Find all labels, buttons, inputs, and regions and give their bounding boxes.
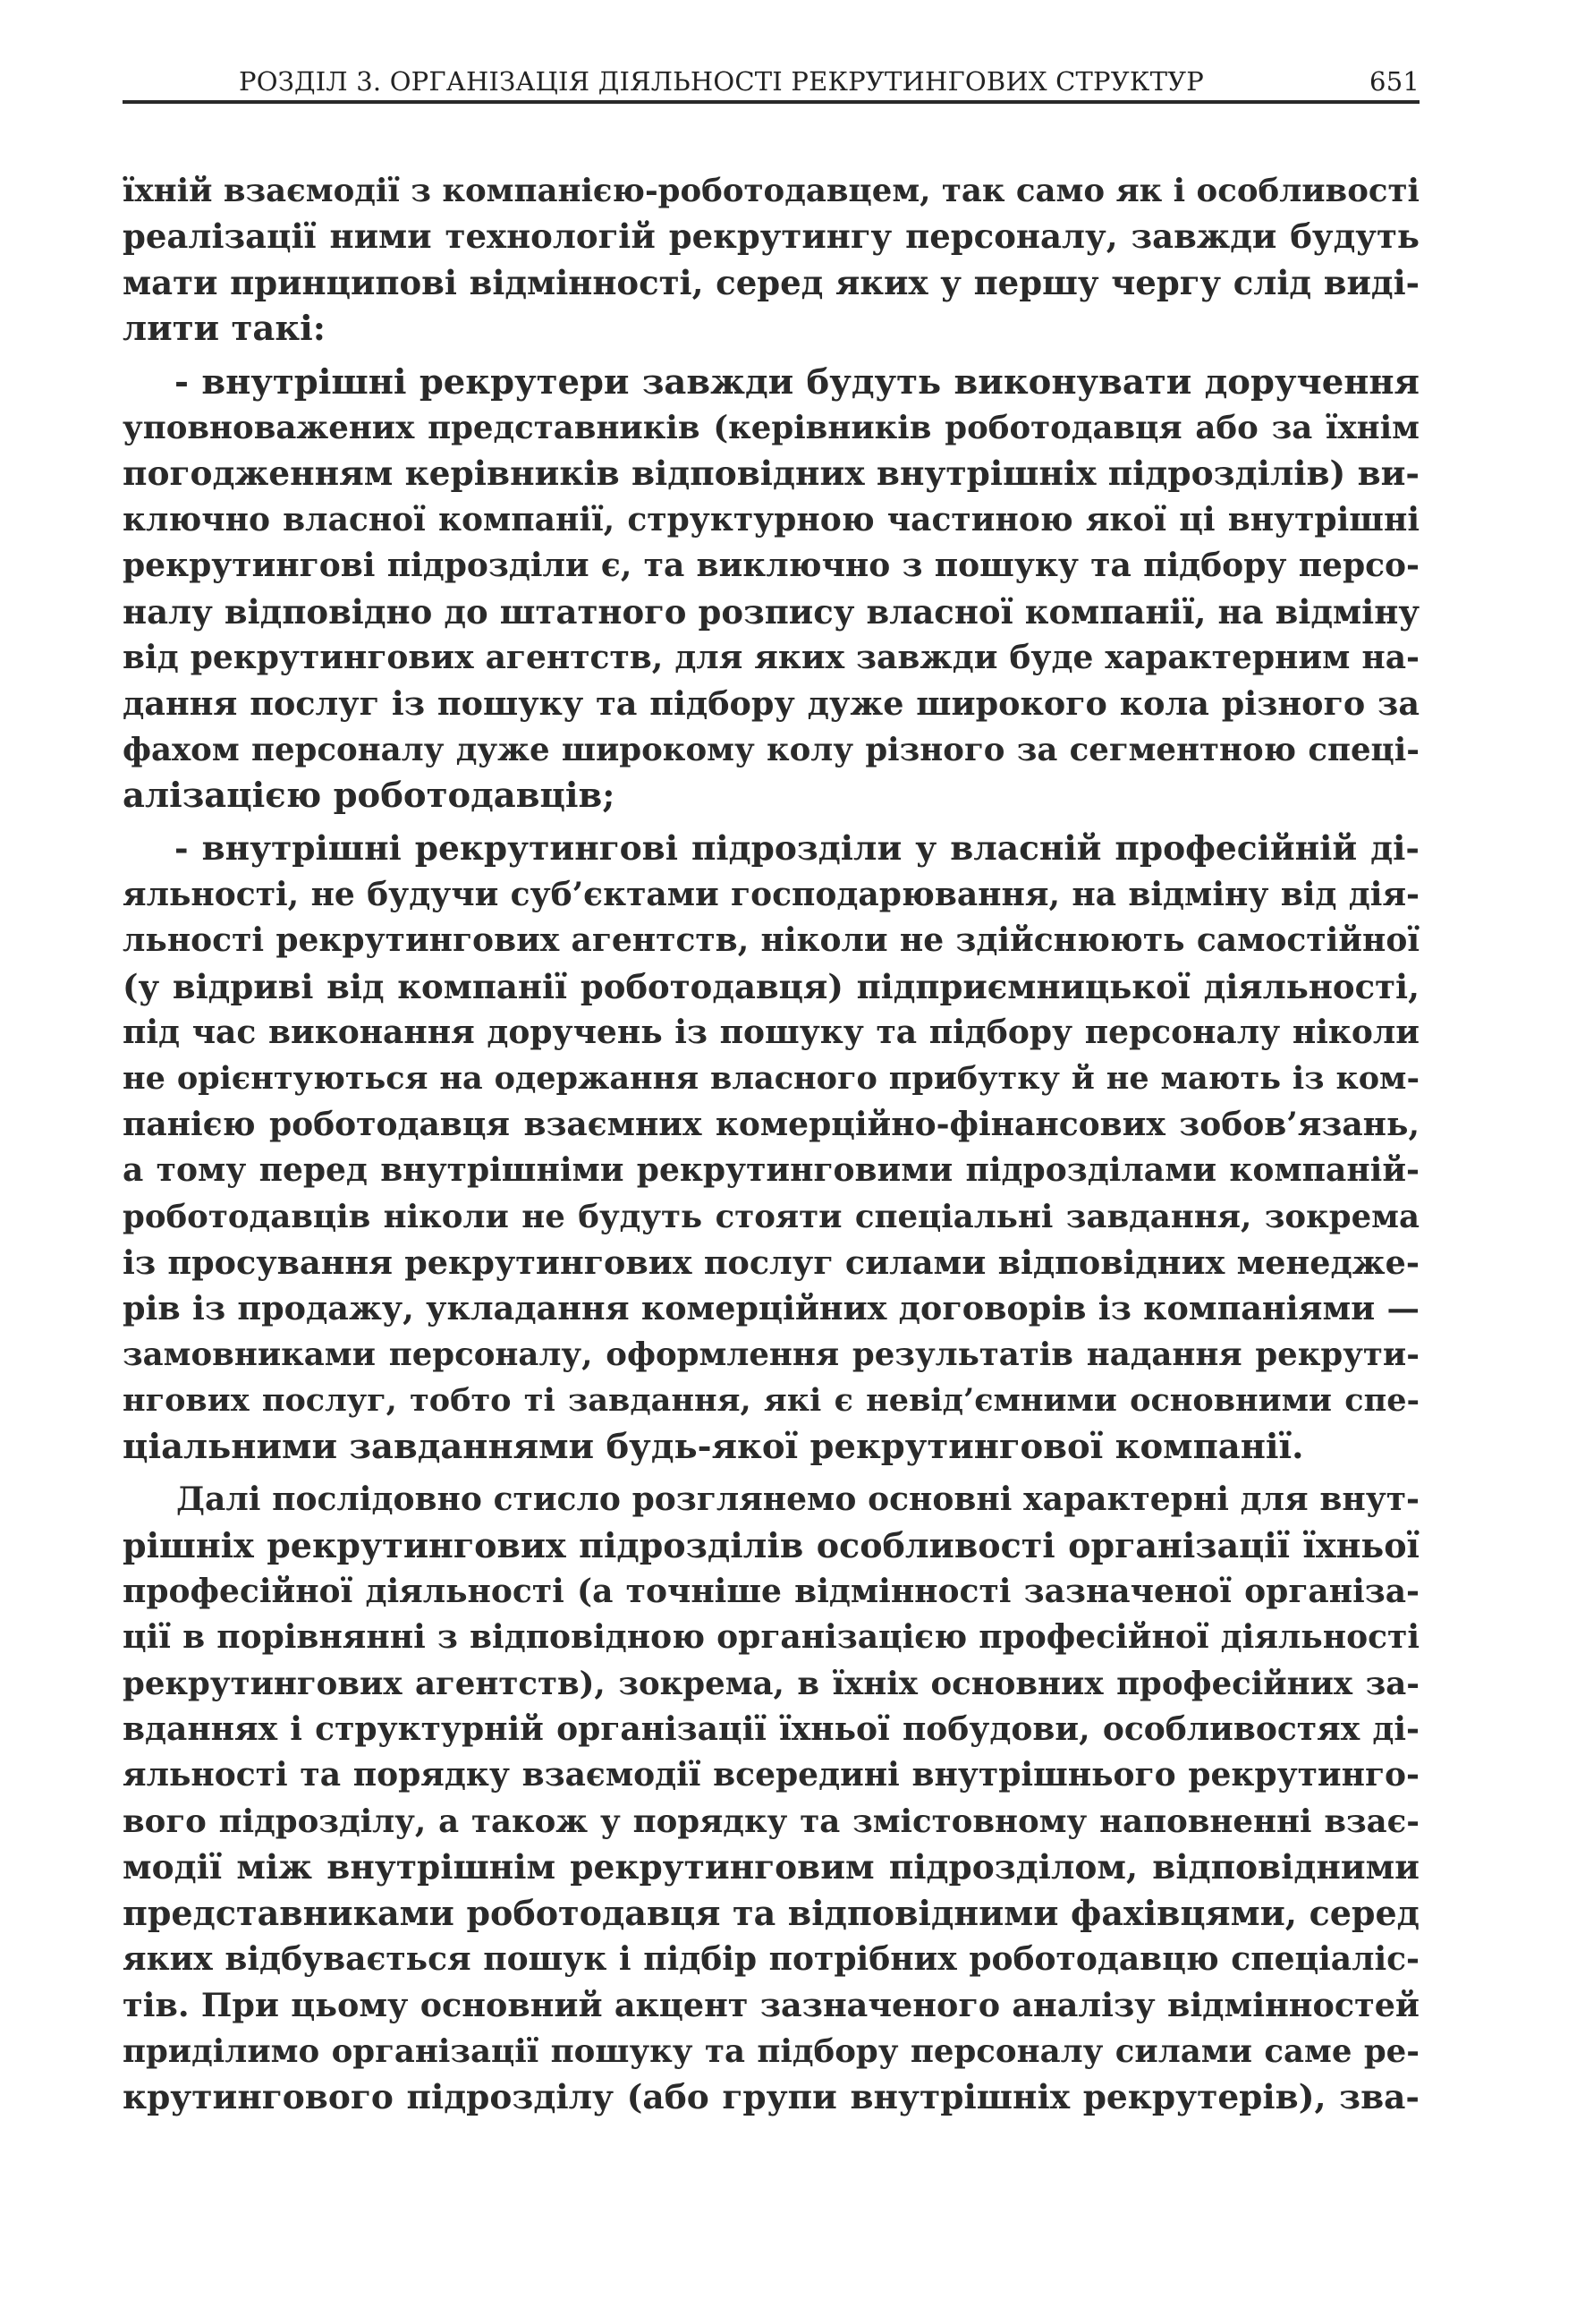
text-line: реалізації ними технологій рекрутингу персоналу, завжди будуть [123,216,1420,257]
text-line: вданнях і структурній організації їхньої побудови, особливостях ді- [123,1709,1420,1748]
text-line: рекрутингові підрозділи є, та виключно з пошуку та підбору персо- [123,547,1420,585]
text-line: рекрутингових агентств), зокрема, в їхніх основних професійних за- [123,1665,1420,1702]
text-line: тів. При цьому основний акцент зазначеного аналізу відмінностей [123,1986,1420,2025]
paragraph [123,1477,1420,2120]
text-line: вого підрозділу, а також у порядку та змістовному наповненні взає- [123,1802,1420,1840]
text-line: льності рекрутингових агентств, ніколи не здійснюють самостійної [123,921,1420,960]
chapter-title: РОЗДІЛ 3. ОРГАНІЗАЦІЯ ДІЯЛЬНОСТІ РЕКРУТИНГОВИХ СТРУКТУР [239,66,1204,97]
text-line: налу відповідно до штатного розпису власної компанії, на відміну [123,591,1420,632]
text-line: (у відриві від компанії роботодавця) підприємницької діяльності, [123,966,1420,1006]
text-line: замовниками персоналу, оформлення результатів надання рекрути- [123,1336,1420,1373]
text-line: приділимо організації пошуку та підбору персоналу силами саме ре- [123,2032,1420,2070]
text-line: яких відбувається пошук і підбір потрібних роботодавцю спеціаліс- [123,1939,1420,1978]
text-line: мати принципові відмінності, серед яких у першу чергу слід виді- [123,262,1420,302]
list-item [123,360,1420,819]
text-line: алізацією роботодавців; [123,776,615,817]
page-number: 651 [1369,66,1420,97]
text-line: лити такі: [123,309,326,350]
body-text [123,168,1420,2120]
text-line: а тому перед внутрішніми рекрутинговими підрозділами компаній- [123,1151,1420,1190]
text-line: погодженням керівників відповідних внутрішніх підрозділів) ви- [123,454,1420,494]
text-line: не орієнтуються на одержання власного прибутку й не мають із ком- [123,1060,1420,1098]
list-item [123,826,1420,1469]
text-line: крутингового підрозділу (або групи внутрішніх рекрутерів), зва- [123,2077,1420,2117]
text-line: фахом персоналу дуже широкому колу різного за сегментною спеці- [123,731,1420,768]
text-line: від рекрутингових агентств, для яких завжди буде характерним на- [123,638,1420,676]
text-line: ції в порівнянні з відповідною організацією професійної діяльності [123,1618,1420,1657]
text-line: рів із продажу, укладання комерційних договорів із компаніями — [123,1289,1420,1328]
running-header [123,55,1420,97]
paragraph [123,168,1420,352]
text-line: представниками роботодавця та відповідними фахівцями, серед [123,1893,1420,1934]
text-line: Далі послідовно стисло розглянемо основні характерні для внут- [176,1480,1420,1518]
header-rule [123,100,1420,104]
text-line: ціальними завданнями будь-якої рекрутингової компанії. [123,1426,1304,1467]
text-line: яльності, не будучи суб’єктами господарювання, на відміну від дія- [123,875,1420,913]
text-line: із просування рекрутингових послуг силами відповідних менедже- [123,1243,1420,1282]
text-line: уповноважених представників (керівників роботодавця або за їхнім [123,409,1420,446]
text-line: - внутрішні рекрутери завжди будуть виконувати доручення [174,361,1420,403]
text-line: панією роботодавця взаємних комерційно-фінансових зобов’язань, [123,1105,1420,1143]
text-line: ключно власної компанії, структурною частиною якої ці внутрішні [123,500,1420,539]
text-line: рішніх рекрутингових підрозділів особливості організації їхньої [123,1525,1420,1566]
text-line: модії між внутрішнім рекрутинговим підрозділом, відповідними [123,1847,1420,1887]
text-line: їхній взаємодії з компанією-роботодавцем, так само як і особливості [123,173,1420,209]
text-line: - внутрішні рекрутингові підрозділи у власній професійній ді- [174,828,1420,869]
text-line: під час виконання доручень із пошуку та підбору персоналу ніколи [123,1014,1420,1052]
text-line: професійної діяльності (а точніше відмінності зазначеної організа- [123,1572,1420,1610]
text-line: яльності та порядку взаємодії всередині внутрішнього рекрутинго- [123,1756,1420,1794]
text-line: роботодавців ніколи не будуть стояти спеціальні завдання, зокрема [123,1198,1420,1235]
text-line: дання послуг із пошуку та підбору дуже широкого кола різного за [123,684,1420,724]
text-line: нгових послуг, тобто ті завдання, які є невід’ємними основними спе- [123,1382,1420,1420]
